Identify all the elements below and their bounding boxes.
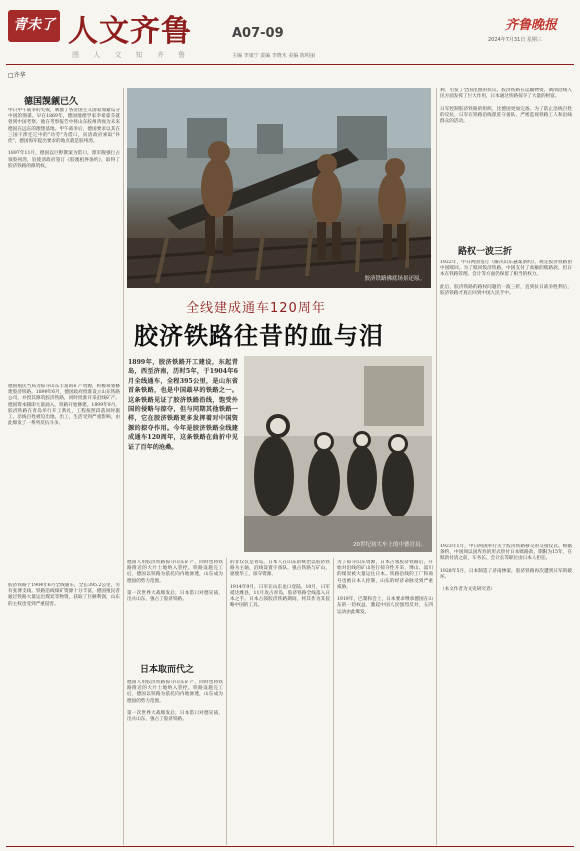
paper-name: 齐鲁晚报 <box>505 18 558 33</box>
page-code: A07-09 <box>232 26 284 41</box>
headline-kicker: 全线建成通车120周年 <box>186 301 326 316</box>
masthead <box>0 0 580 64</box>
column-tag: □齐华 <box>8 72 26 79</box>
lead-paragraph: 1899年，胶济铁路开工建设，东起青岛，西至济南，历时5年，于1904年6月全线通车，全程395公里，是山东省首条铁路，也是中国最早的铁路之一。这条铁路见证了胶济铁路沿线，饱受外国的侵略与掠夺，但与同期其他铁路一样，它在胶济铁路更多发挥着对中国资源的掠夺作用。今年是胶济铁路全线建成通车120周年，这条铁路在曲折中见证了百年的沧桑。 <box>128 359 238 451</box>
article-column-2: 德国殖民当局为掠夺山东丰富的矿产资源，积极筹划修建胶济铁路。1899年6月，德国政府批准设立山东铁路公司，并授其修筑胶济铁路，同时批准开采沿线矿产。德国资本随即大量涌入，铁路开始修建。1899年9月，胶济铁路在青岛举行开工典礼，工程按照段落同时施工，沿线百姓被迫出地、出工，生活受到严重影响，由此爆发了一系列反抗斗争。 <box>8 384 120 427</box>
article-column-1: 中日甲午战争的失败，刺激了各帝国主义国家加紧瓜分中国的图谋。早在1869年，德国地理学家李希霍芬就曾到中国考察，他在考察报告中将山东胶州湾视为未来德国在远东的理想基地。甲午战争后，德国要求以其在三国干涉还辽中的"功劳"为借口，向清政府索取"补偿"，德国海军提出要求的地点就是胶州湾。 1897年11月，德国以巨野教案为借口，派军舰强行占领胶州湾，迫使清政府签订《胶澳租界条约》，取得了胶济铁路的修筑权。 <box>8 108 120 169</box>
section-head-1: 德国觊觎已久 <box>24 97 79 107</box>
page-bottom-rule <box>6 846 574 847</box>
issue-date: 2024年7月31日 星期三 <box>488 37 542 43</box>
article-column-4b: 德国人用胶济铁路掠夺山东矿产，同时也将铁路附近的大片土地纳入管控。铁路设施完工后，德国以铁路为依托向内地渗透，山东成为德国的势力范围。 第一次世界大战爆发后，日本借口对德宣战，出兵山东，强占了胶济铁路。 <box>127 680 223 723</box>
photo-top-caption: 胶济铁路佛底场景还原。 <box>364 276 425 282</box>
masthead-divider <box>6 64 574 65</box>
article-column-9: 1923年1月，中日两国举行关于胶济铁路移交的交接仪式。根据条约，中国须以国库券的形式偿付日本赎路款，期限为15年，在赎款付清之前，车务长、会计长等职位由日本人担任。 1928年5月，日本制造了济南惨案，胶济铁路再次遭到日军的破坏。 （本文作者为文史研究者） <box>440 544 572 593</box>
column-divider-2 <box>226 558 227 845</box>
article-column-3: 胶济铁路于1904年6月全线通车，全长395.2公里，另有张博支线。铁路沿线煤矿资源十分丰富，德国殖民者通过铁路大量运出煤炭等物资，获取了巨额利润，山东的主权也受到严重侵害。 <box>8 583 120 607</box>
article-column-6: 为了掠夺山东资源，日本占领胶济铁路后，开始对沿线的矿山进行掠夺性开采，博山、淄川的煤炭被大量运往日本。铁路沿线的工厂和商号也被日本人控制，山东的经济命脉受到严重威胁。 1919年，巴黎和会上，日本要求继承德国在山东的一切权益，激起中国人民强烈反对，五四运动由此爆发。 <box>337 560 433 615</box>
tagline: 图 人 文 知 齐 鲁 <box>72 51 192 59</box>
photo-mid-caption: 20世纪初大车上的中德官员。 <box>353 542 426 548</box>
photo-railway-scene <box>127 88 431 288</box>
editors-line: 主编 李康宁 责编 李晓木 美编 陈明丽 <box>232 53 315 59</box>
article-column-8: 1922年，中日两国签订《解决山东悬案条约》，规定胶济铁路由中国赎回。为了赎回胶济铁路，中国支付了高额的赎路款，但日本在铁路管理、会计等方面仍保留了相当的权力。 此后，胶济铁路的路权问题仍一波三折，直到抗日战争胜利后，胶济铁路才真正回到中国人民手中。 <box>440 260 572 297</box>
photo-officials <box>244 356 432 552</box>
officials-photo-illustration <box>244 356 432 552</box>
section-logo-text: 青未了 <box>13 17 55 33</box>
railway-workers-illustration <box>127 88 431 288</box>
column-divider-1 <box>123 88 124 845</box>
column-divider-4 <box>436 88 437 845</box>
article-column-5: 的非仅仅是青岛，日本人在山东的统治以胶济铁路为主轴，沿线设置守备队，强占铁路与矿山，驱使华工，掠夺资源。 1914年9月，日军在山东龙口登陆，10月，日军抵达潍县，11月攻占青岛，胶济铁路全线落入日本之手。日本占领胶济铁路期间，将其作为其侵略中国的工具。 <box>230 560 330 609</box>
section-head-2: 日本取而代之 <box>140 665 195 675</box>
section-head-3: 路权一波三折 <box>458 247 513 257</box>
column-divider-3 <box>333 558 334 845</box>
article-column-7: 利，引发了全国范围的抗议。胶济铁路在运输物资、剥削沿线人民方面发挥了巨大作用，日本通过铁路掠夺了大量的财富。 日军控制胶济铁路的组织，比德国更加完备。为了防止沿线百姓的反抗，日军在铁路沿线派驻守备队，严密监视铁路工人和沿线群众的活动。 <box>440 88 572 125</box>
headline-title: 胶济铁路往昔的血与泪 <box>134 321 384 350</box>
article-column-4: 德国人用胶济铁路掠夺山东矿产，同时也将铁路附近的大片土地纳入管控。铁路设施完工后，德国以铁路为依托向内地渗透，山东成为德国的势力范围。 第一次世界大战爆发后，日本借口对德宣战，出兵山东，强占了胶济铁路。 <box>127 560 223 603</box>
section-title: 人文齐鲁 <box>68 14 192 49</box>
